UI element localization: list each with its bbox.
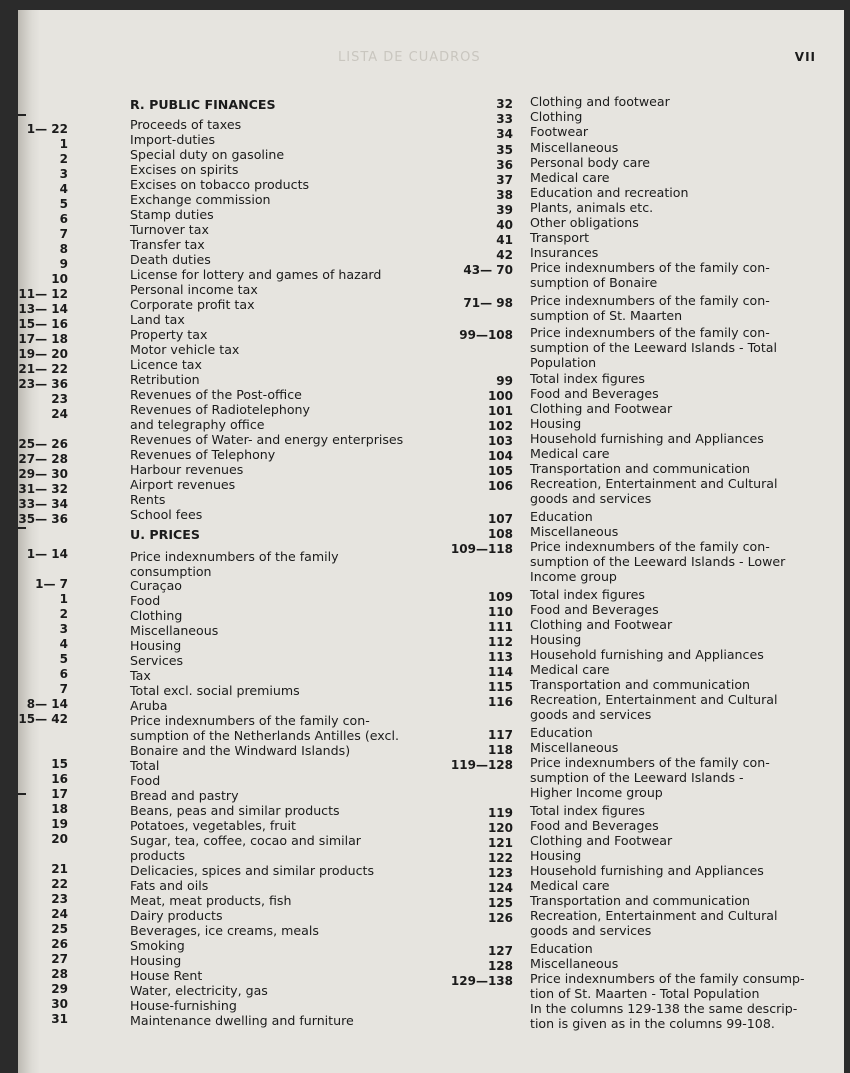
left-entry-label: Rents — [130, 492, 166, 507]
section-heading: U. PRICES — [130, 527, 200, 542]
left-table-number: 23— 36 — [18, 377, 68, 391]
right-entry-label: Medical care — [530, 446, 610, 461]
left-table-number: 23 — [51, 392, 68, 406]
left-table-number: 24 — [51, 907, 68, 921]
left-table-number: 28 — [51, 967, 68, 981]
right-entry-label: Medical care — [530, 662, 610, 677]
left-entry-label: Transfer tax — [130, 237, 205, 252]
left-table-number: 29 — [51, 982, 68, 996]
left-table-number: 15— 16 — [18, 317, 68, 331]
right-entry-label: sumption of the Leeward Islands - Lower — [530, 554, 786, 569]
right-table-number: 122 — [487, 851, 513, 865]
right-table-number: 100 — [487, 389, 513, 403]
left-table-number: 1— 14 — [26, 547, 68, 561]
left-entry-label: Death duties — [130, 252, 211, 267]
left-table-number: 1 — [59, 137, 68, 151]
left-table-number: 6 — [59, 212, 68, 226]
left-entry-label: Price indexnumbers of the family con- — [130, 713, 370, 728]
right-entry-label: Total index figures — [530, 371, 645, 386]
left-table-number: 16 — [51, 772, 68, 786]
right-entry-label: Price indexnumbers of the family con- — [530, 539, 770, 554]
left-table-number: 11— 12 — [18, 287, 68, 301]
left-table-number: 5 — [59, 652, 68, 666]
left-entry-label: Revenues of the Post-office — [130, 387, 302, 402]
right-table-number: 113 — [487, 650, 513, 664]
left-table-number: 20 — [51, 832, 68, 846]
right-entry-label: Miscellaneous — [530, 524, 619, 539]
right-entry-label: Clothing and Footwear — [530, 401, 673, 416]
left-entry-label: Exchange commission — [130, 192, 271, 207]
left-entry-label: Sugar, tea, coffee, cocao and similar — [130, 833, 361, 848]
left-table-number: 1 — [59, 592, 68, 606]
left-entry-label: Special duty on gasoline — [130, 147, 285, 162]
left-table-number: 27— 28 — [18, 452, 68, 466]
left-entry-label: Potatoes, vegetables, fruit — [130, 818, 296, 833]
right-entry-label: Housing — [530, 632, 582, 647]
right-entry-label: Education — [530, 509, 593, 524]
right-table-number: 105 — [487, 464, 513, 478]
right-entry-label: Transportation and communication — [530, 677, 751, 692]
right-entry-label: Personal body care — [530, 155, 650, 170]
left-table-number: 4 — [59, 637, 68, 651]
right-entry-label: tion of St. Maarten - Total Population — [530, 986, 760, 1001]
margin-mark — [18, 527, 26, 529]
right-table-number: 116 — [487, 695, 513, 709]
left-entry-label: Water, electricity, gas — [130, 983, 268, 998]
right-entry-label: goods and services — [530, 491, 652, 506]
right-table-number: 123 — [487, 866, 513, 880]
left-entry-label: Bread and pastry — [130, 788, 239, 803]
right-entry-label: Miscellaneous — [530, 140, 619, 155]
right-table-number: 109—118 — [450, 542, 513, 556]
right-entry-label: Household furnishing and Appliances — [530, 431, 764, 446]
right-entry-label: Total index figures — [530, 803, 645, 818]
left-entry-label: House Rent — [130, 968, 203, 983]
right-table-number: 108 — [487, 527, 513, 541]
left-table-number: 25 — [51, 922, 68, 936]
right-table-number: 117 — [487, 728, 513, 742]
left-table-number: 18 — [51, 802, 68, 816]
right-table-number: 110 — [487, 605, 513, 619]
left-table-number: 31 — [51, 1012, 68, 1026]
page-number: VII — [794, 50, 816, 64]
margin-mark — [18, 793, 26, 795]
left-entry-label: Clothing — [130, 608, 183, 623]
right-entry-label: Price indexnumbers of the family con- — [530, 260, 770, 275]
right-entry-label: Transportation and communication — [530, 461, 751, 476]
right-entry-label: Household furnishing and Appliances — [530, 863, 764, 878]
right-table-number: 37 — [496, 173, 513, 187]
left-entry-label: Motor vehicle tax — [130, 342, 240, 357]
right-entry-label: tion is given as in the columns 99-108. — [530, 1016, 775, 1031]
right-table-number: 32 — [496, 97, 513, 111]
right-entry-label: Price indexnumbers of the family con- — [530, 755, 770, 770]
left-entry-label: Retribution — [130, 372, 200, 387]
left-table-number: 21— 22 — [18, 362, 68, 376]
left-table-number: 2 — [59, 152, 68, 166]
left-table-number: 17— 18 — [18, 332, 68, 346]
left-entry-label: Price indexnumbers of the family — [130, 549, 339, 564]
right-entry-label: Clothing and Footwear — [530, 617, 673, 632]
right-entry-label: Household furnishing and Appliances — [530, 647, 764, 662]
left-entry-label: Food — [130, 593, 161, 608]
left-entry-label: Harbour revenues — [130, 462, 244, 477]
left-table-number: 21 — [51, 862, 68, 876]
right-entry-label: sumption of Bonaire — [530, 275, 658, 290]
right-table-number: 104 — [487, 449, 513, 463]
right-table-number: 40 — [496, 218, 513, 232]
left-table-number: 24 — [51, 407, 68, 421]
right-entry-label: Miscellaneous — [530, 740, 619, 755]
right-entry-label: Recreation, Entertainment and Cultural — [530, 476, 778, 491]
left-table-number: 7 — [59, 227, 68, 241]
left-table-number: 33— 34 — [18, 497, 68, 511]
left-entry-label: Turnover tax — [130, 222, 209, 237]
left-table-number: 1— 22 — [26, 122, 68, 136]
right-table-number: 107 — [487, 512, 513, 526]
left-entry-label: Maintenance dwelling and furniture — [130, 1013, 354, 1028]
left-entry-label: Housing — [130, 638, 182, 653]
right-entry-label: sumption of the Leeward Islands - Total — [530, 340, 777, 355]
left-table-number: 27 — [51, 952, 68, 966]
left-entry-label: House-furnishing — [130, 998, 237, 1013]
left-entry-label: Miscellaneous — [130, 623, 219, 638]
left-entry-label: License for lottery and games of hazard — [130, 267, 382, 282]
right-table-number: 99—108 — [459, 328, 513, 342]
document-page — [18, 10, 844, 1073]
left-entry-label: products — [130, 848, 185, 863]
left-entry-label: Revenues of Radiotelephony — [130, 402, 310, 417]
right-entry-label: Footwear — [530, 124, 589, 139]
left-entry-label: Beverages, ice creams, meals — [130, 923, 319, 938]
left-entry-label: Delicacies, spices and similar products — [130, 863, 375, 878]
right-entry-label: Other obligations — [530, 215, 639, 230]
left-entry-label: Dairy products — [130, 908, 223, 923]
right-table-number: 118 — [487, 743, 513, 757]
right-table-number: 120 — [487, 821, 513, 835]
right-entry-label: Price indexnumbers of the family con- — [530, 293, 770, 308]
left-table-number: 7 — [59, 682, 68, 696]
right-entry-label: Education — [530, 941, 593, 956]
left-entry-label: Property tax — [130, 327, 208, 342]
right-entry-label: Transport — [530, 230, 590, 245]
left-entry-label: Services — [130, 653, 184, 668]
right-table-number: 114 — [487, 665, 513, 679]
left-entry-label: Total — [130, 758, 160, 773]
right-table-number: 119 — [487, 806, 513, 820]
left-entry-label: Excises on spirits — [130, 162, 239, 177]
right-table-number: 39 — [496, 203, 513, 217]
left-table-number: 19 — [51, 817, 68, 831]
right-table-number: 102 — [487, 419, 513, 433]
left-entry-label: School fees — [130, 507, 203, 522]
left-table-number: 3 — [59, 167, 68, 181]
right-entry-label: Medical care — [530, 170, 610, 185]
right-entry-label: Food and Beverages — [530, 386, 659, 401]
left-entry-label: consumption — [130, 564, 212, 579]
right-entry-label: Population — [530, 355, 597, 370]
section-heading: R. PUBLIC FINANCES — [130, 97, 276, 112]
left-entry-label: Land tax — [130, 312, 185, 327]
right-table-number: 99 — [496, 374, 513, 388]
right-table-number: 35 — [496, 143, 513, 157]
right-table-number: 33 — [496, 112, 513, 126]
right-entry-label: Miscellaneous — [530, 956, 619, 971]
right-entry-label: goods and services — [530, 707, 652, 722]
left-entry-label: Personal income tax — [130, 282, 258, 297]
right-table-number: 101 — [487, 404, 513, 418]
left-entry-label: Meat, meat products, fish — [130, 893, 292, 908]
right-table-number: 109 — [487, 590, 513, 604]
right-table-number: 119—128 — [450, 758, 513, 772]
right-table-number: 125 — [487, 896, 513, 910]
right-entry-label: Plants, animals etc. — [530, 200, 654, 215]
left-entry-label: Fats and oils — [130, 878, 209, 893]
left-entry-label: Smoking — [130, 938, 185, 953]
right-table-number: 129—138 — [450, 974, 513, 988]
right-entry-label: Income group — [530, 569, 617, 584]
right-table-number: 124 — [487, 881, 513, 895]
left-entry-label: Proceeds of taxes — [130, 117, 242, 132]
right-entry-label: Recreation, Entertainment and Cultural — [530, 692, 778, 707]
left-entry-label: Total excl. social premiums — [130, 683, 300, 698]
left-table-number: 6 — [59, 667, 68, 681]
left-table-number: 26 — [51, 937, 68, 951]
bleed-through-heading: LISTA DE CUADROS — [338, 50, 481, 65]
left-table-number: 4 — [59, 182, 68, 196]
left-entry-label: Stamp duties — [130, 207, 214, 222]
left-entry-label: Import-duties — [130, 132, 216, 147]
right-table-number: 106 — [487, 479, 513, 493]
right-entry-label: Food and Beverages — [530, 818, 659, 833]
right-table-number: 41 — [496, 233, 513, 247]
left-table-number: 22 — [51, 877, 68, 891]
left-entry-label: Tax — [130, 668, 151, 683]
left-entry-label: Licence tax — [130, 357, 202, 372]
right-table-number: 36 — [496, 158, 513, 172]
right-table-number: 43— 70 — [463, 263, 513, 277]
left-table-number: 25— 26 — [18, 437, 68, 451]
left-entry-label: Excises on tobacco products — [130, 177, 310, 192]
right-entry-label: Clothing and Footwear — [530, 833, 673, 848]
left-table-number: 17 — [51, 787, 68, 801]
left-entry-label: Revenues of Water- and energy enterprises — [130, 432, 404, 447]
left-entry-label: Food — [130, 773, 161, 788]
right-entry-label: Insurances — [530, 245, 599, 260]
right-entry-label: Clothing — [530, 109, 583, 124]
right-table-number: 115 — [487, 680, 513, 694]
left-table-number: 15 — [51, 757, 68, 771]
left-table-number: 2 — [59, 607, 68, 621]
margin-mark — [18, 114, 26, 116]
right-table-number: 127 — [487, 944, 513, 958]
right-entry-label: Clothing and footwear — [530, 94, 670, 109]
left-table-number: 8— 14 — [26, 697, 68, 711]
left-entry-label: Corporate profit tax — [130, 297, 255, 312]
left-table-number: 3 — [59, 622, 68, 636]
right-table-number: 71— 98 — [463, 296, 513, 310]
right-entry-label: Higher Income group — [530, 785, 663, 800]
left-table-number: 31— 32 — [18, 482, 68, 496]
right-entry-label: Housing — [530, 416, 582, 431]
right-entry-label: Transportation and communication — [530, 893, 751, 908]
left-entry-label: Bonaire and the Windward Islands) — [130, 743, 351, 758]
left-entry-label: Aruba — [130, 698, 168, 713]
left-table-number: 13— 14 — [18, 302, 68, 316]
left-table-number: 10 — [51, 272, 68, 286]
left-table-number: 35— 36 — [18, 512, 68, 526]
left-table-number: 1— 7 — [35, 577, 68, 591]
left-entry-label: Beans, peas and similar products — [130, 803, 340, 818]
right-entry-label: Medical care — [530, 878, 610, 893]
right-table-number: 126 — [487, 911, 513, 925]
right-table-number: 128 — [487, 959, 513, 973]
left-entry-label: Revenues of Telephony — [130, 447, 276, 462]
right-entry-label: Education — [530, 725, 593, 740]
left-table-number: 19— 20 — [18, 347, 68, 361]
right-table-number: 42 — [496, 248, 513, 262]
right-table-number: 103 — [487, 434, 513, 448]
left-entry-label: sumption of the Netherlands Antilles (excl. — [130, 728, 399, 743]
right-entry-label: sumption of St. Maarten — [530, 308, 683, 323]
right-entry-label: sumption of the Leeward Islands - — [530, 770, 744, 785]
right-table-number: 34 — [496, 127, 513, 141]
right-table-number: 111 — [487, 620, 513, 634]
right-entry-label: Price indexnumbers of the family con- — [530, 325, 770, 340]
right-table-number: 38 — [496, 188, 513, 202]
right-table-number: 121 — [487, 836, 513, 850]
left-entry-label: Airport revenues — [130, 477, 236, 492]
left-table-number: 30 — [51, 997, 68, 1011]
right-entry-label: Food and Beverages — [530, 602, 659, 617]
right-entry-label: goods and services — [530, 923, 652, 938]
right-entry-label: Housing — [530, 848, 582, 863]
right-entry-label: Recreation, Entertainment and Cultural — [530, 908, 778, 923]
left-entry-label: Curaçao — [130, 578, 183, 593]
right-entry-label: In the columns 129-138 the same descrip- — [530, 1001, 798, 1016]
right-entry-label: Price indexnumbers of the family consump- — [530, 971, 805, 986]
left-entry-label: and telegraphy office — [130, 417, 265, 432]
left-table-number: 8 — [59, 242, 68, 256]
left-entry-label: Housing — [130, 953, 182, 968]
right-entry-label: Total index figures — [530, 587, 645, 602]
right-entry-label: Education and recreation — [530, 185, 689, 200]
left-table-number: 5 — [59, 197, 68, 211]
left-table-number: 9 — [59, 257, 68, 271]
left-table-number: 15— 42 — [18, 712, 68, 726]
left-table-number: 23 — [51, 892, 68, 906]
right-table-number: 112 — [487, 635, 513, 649]
left-table-number: 29— 30 — [18, 467, 68, 481]
page-binding-shadow — [18, 10, 40, 1073]
